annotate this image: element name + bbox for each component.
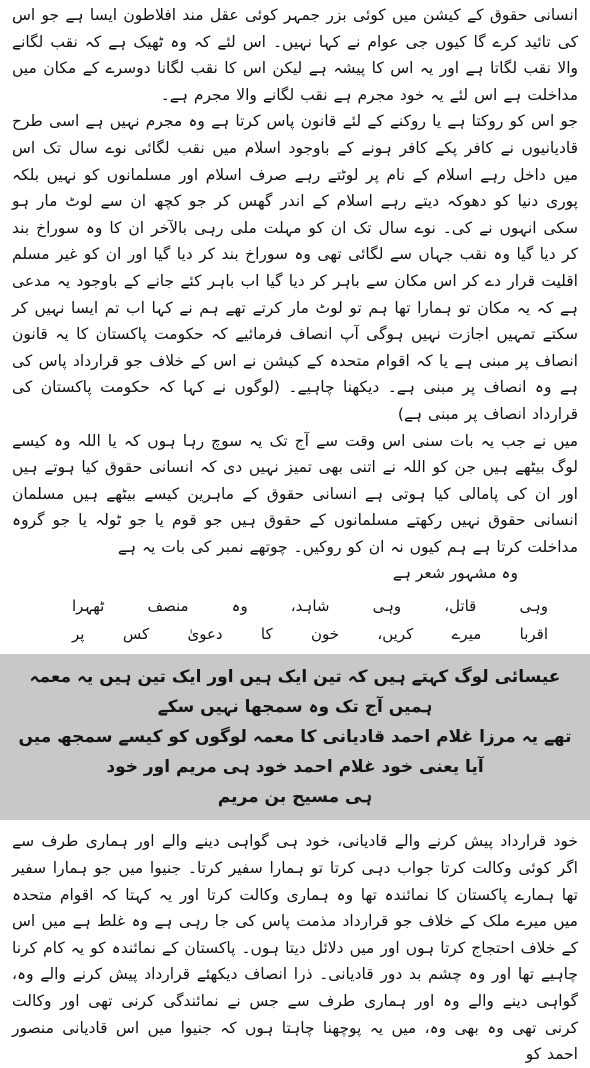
quote-label: وہ مشہور شعر ہے [392, 564, 518, 583]
highlight-line-1: عیسائی لوگ کہتے ہیں کہ تین ایک ہیں اور ایک تین ہیں یہ معمہ ہمیں آج تک وہ سمجھا نہیں سکے [29, 667, 561, 718]
paragraph-1: انسانی حقوق کے کیشن میں کوئی بزر جمہر کوئی عقل مند افلاطون ایسا ہے جو اس کی تائید کرے گا کیوں جی عوام نے کہا نہیں۔ اس لئے کہ وہ ٹھیک ہے کہ نقب لگانے والا نقب لگاتا ہے اور یہ اس کا پیشہ ہے لیکن اس کا نقب لگانا دوسرے کے مکان میں مداخلت ہے اس لئے یہ خود مجرم ہے نقب لگانے والا مجرم ہے۔ [12, 6, 578, 104]
couplet-line-2: اقربا میرے کریں، خون کا دعویٰ کس پر [72, 625, 548, 644]
highlight-line-3: ہی مسیح بن مریم [217, 787, 373, 808]
couplet-line-1: وہی قاتل، وہی شاہد، وہ منصف ٹھہرا [72, 597, 548, 616]
couplet [72, 592, 548, 648]
highlight-line-2: تھے یہ مرزا غلام احمد قادیانی کا معمہ لوگوں کو کیسے سمجھ میں آیا یعنی خود غلام احمد خود ہی مریم اور خود [18, 727, 572, 778]
paragraph-3: میں نے جب یہ بات سنی اس وقت سے آج تک یہ سوچ رہا ہوں کہ یا اللہ وہ کیسے لوگ بیٹھے ہیں جن کو اللہ نے اتنی بھی تمیز نہیں دی کہ انسانی حقوق کیا ہوتے ہیں اور ان کی پامالی کیا ہوتی ہے انسانی حقوق کے ماہرین کیسے بیٹھے ہیں مسلمان انسانی حقوق نہیں رکھتے مسلمانوں کے حقوق ہیں جو قوم یا جو ٹولہ یا جو گروہ مداخلت کرتا ہے ہم کیوں نہ ان کو روکیں۔ چوتھے نمبر کی بات یہ ہے [12, 431, 578, 556]
closing-paragraph: خود قرارداد پیش کرنے والے قادیانی، خود ہی گواہی دینے والے اور ہماری طرف سے اگر کوئی وکالت کرتا جواب دہی کرتا تو ہمارا سفیر کرتا۔ جنیوا میں جو ہمارا سفیر تھا ہمارے پاکستان کا نمائندہ تھا وہ ہماری وکالت کرتا اور یہ کہتا کہ اقوام متحدہ میں میرے ملک کے خلاف جو قرارداد مذمت پاس کی جا رہی ہے وہ غلط ہے میں اس کے خلاف احتجاج کرتا ہوں اور میں دلائل دیتا ہوں۔ پاکستان کے نمائندہ کو یہ کام کرنا چاہیے تھا اور وہ چشم بد دور قادیانی۔ ذرا انصاف دیکھئے قرارداد پیش کرنے والے وہ، گواہی دینے والے وہ اور ہماری طرف سے جس نے نمائندگی کرنی تھی اور وکالت کرنی تھی وہ بھی وہ، میں یہ پوچھنا چاہتا ہوں کہ جنیوا میں اس قادیانی منصور احمد کو [12, 832, 578, 1064]
highlight-box [0, 654, 590, 820]
paragraph-2: جو اس کو روکتا ہے یا روکنے کے لئے قانون پاس کرتا ہے وہ مجرم نہیں ہے اسی طرح قادیانیوں نے کافر پکے کافر ہونے کے باوجود اسلام میں نقب لگائی نوے سال تک اس میں داخل رہے اسلام کے نام پر لوٹتے رہے صرف اسلام اور مسلمانوں کو نہیں بلکہ پوری دنیا کو دھوکہ دیتے رہے اسلام کے اندر گھس کر جو کچھ ان سے لوٹ مار ہو سکی انہوں نے کی۔ نوے سال تک ان کو مہلت ملی رہی بالآخر ان کا وہ سوراخ بند کر دیا گیا وہ نقب جہاں سے لگائی تھی وہ سوراخ بند کر دیا گیا اور ان کو غیر مسلم اقلیت قرار دے کر اس مکان سے باہر کر دیا گیا اب باہر کئے جانے کے باوجود یہ مدعی ہے کہ یہ مکان تو ہمارا تھا ہم تو لوٹ مار کرتے تھے ہم نے کہا اب تم ایسا نہیں کر سکتے تمہیں اجازت نہیں ہوگی آپ انصاف فرمائیے کہ حکومت پاکستان کا یہ قانون انصاف پر مبنی ہے یا کہ اقوام متحدہ کے کیشن نے اس کے خلاف جو قرارداد پاس کی ہے وہ انصاف پر مبنی ہے۔ دیکھنا چاہیے۔ (لوگوں نے کہا کہ حکومت پاکستان کی قرارداد انصاف پر مبنی ہے) [12, 112, 578, 423]
